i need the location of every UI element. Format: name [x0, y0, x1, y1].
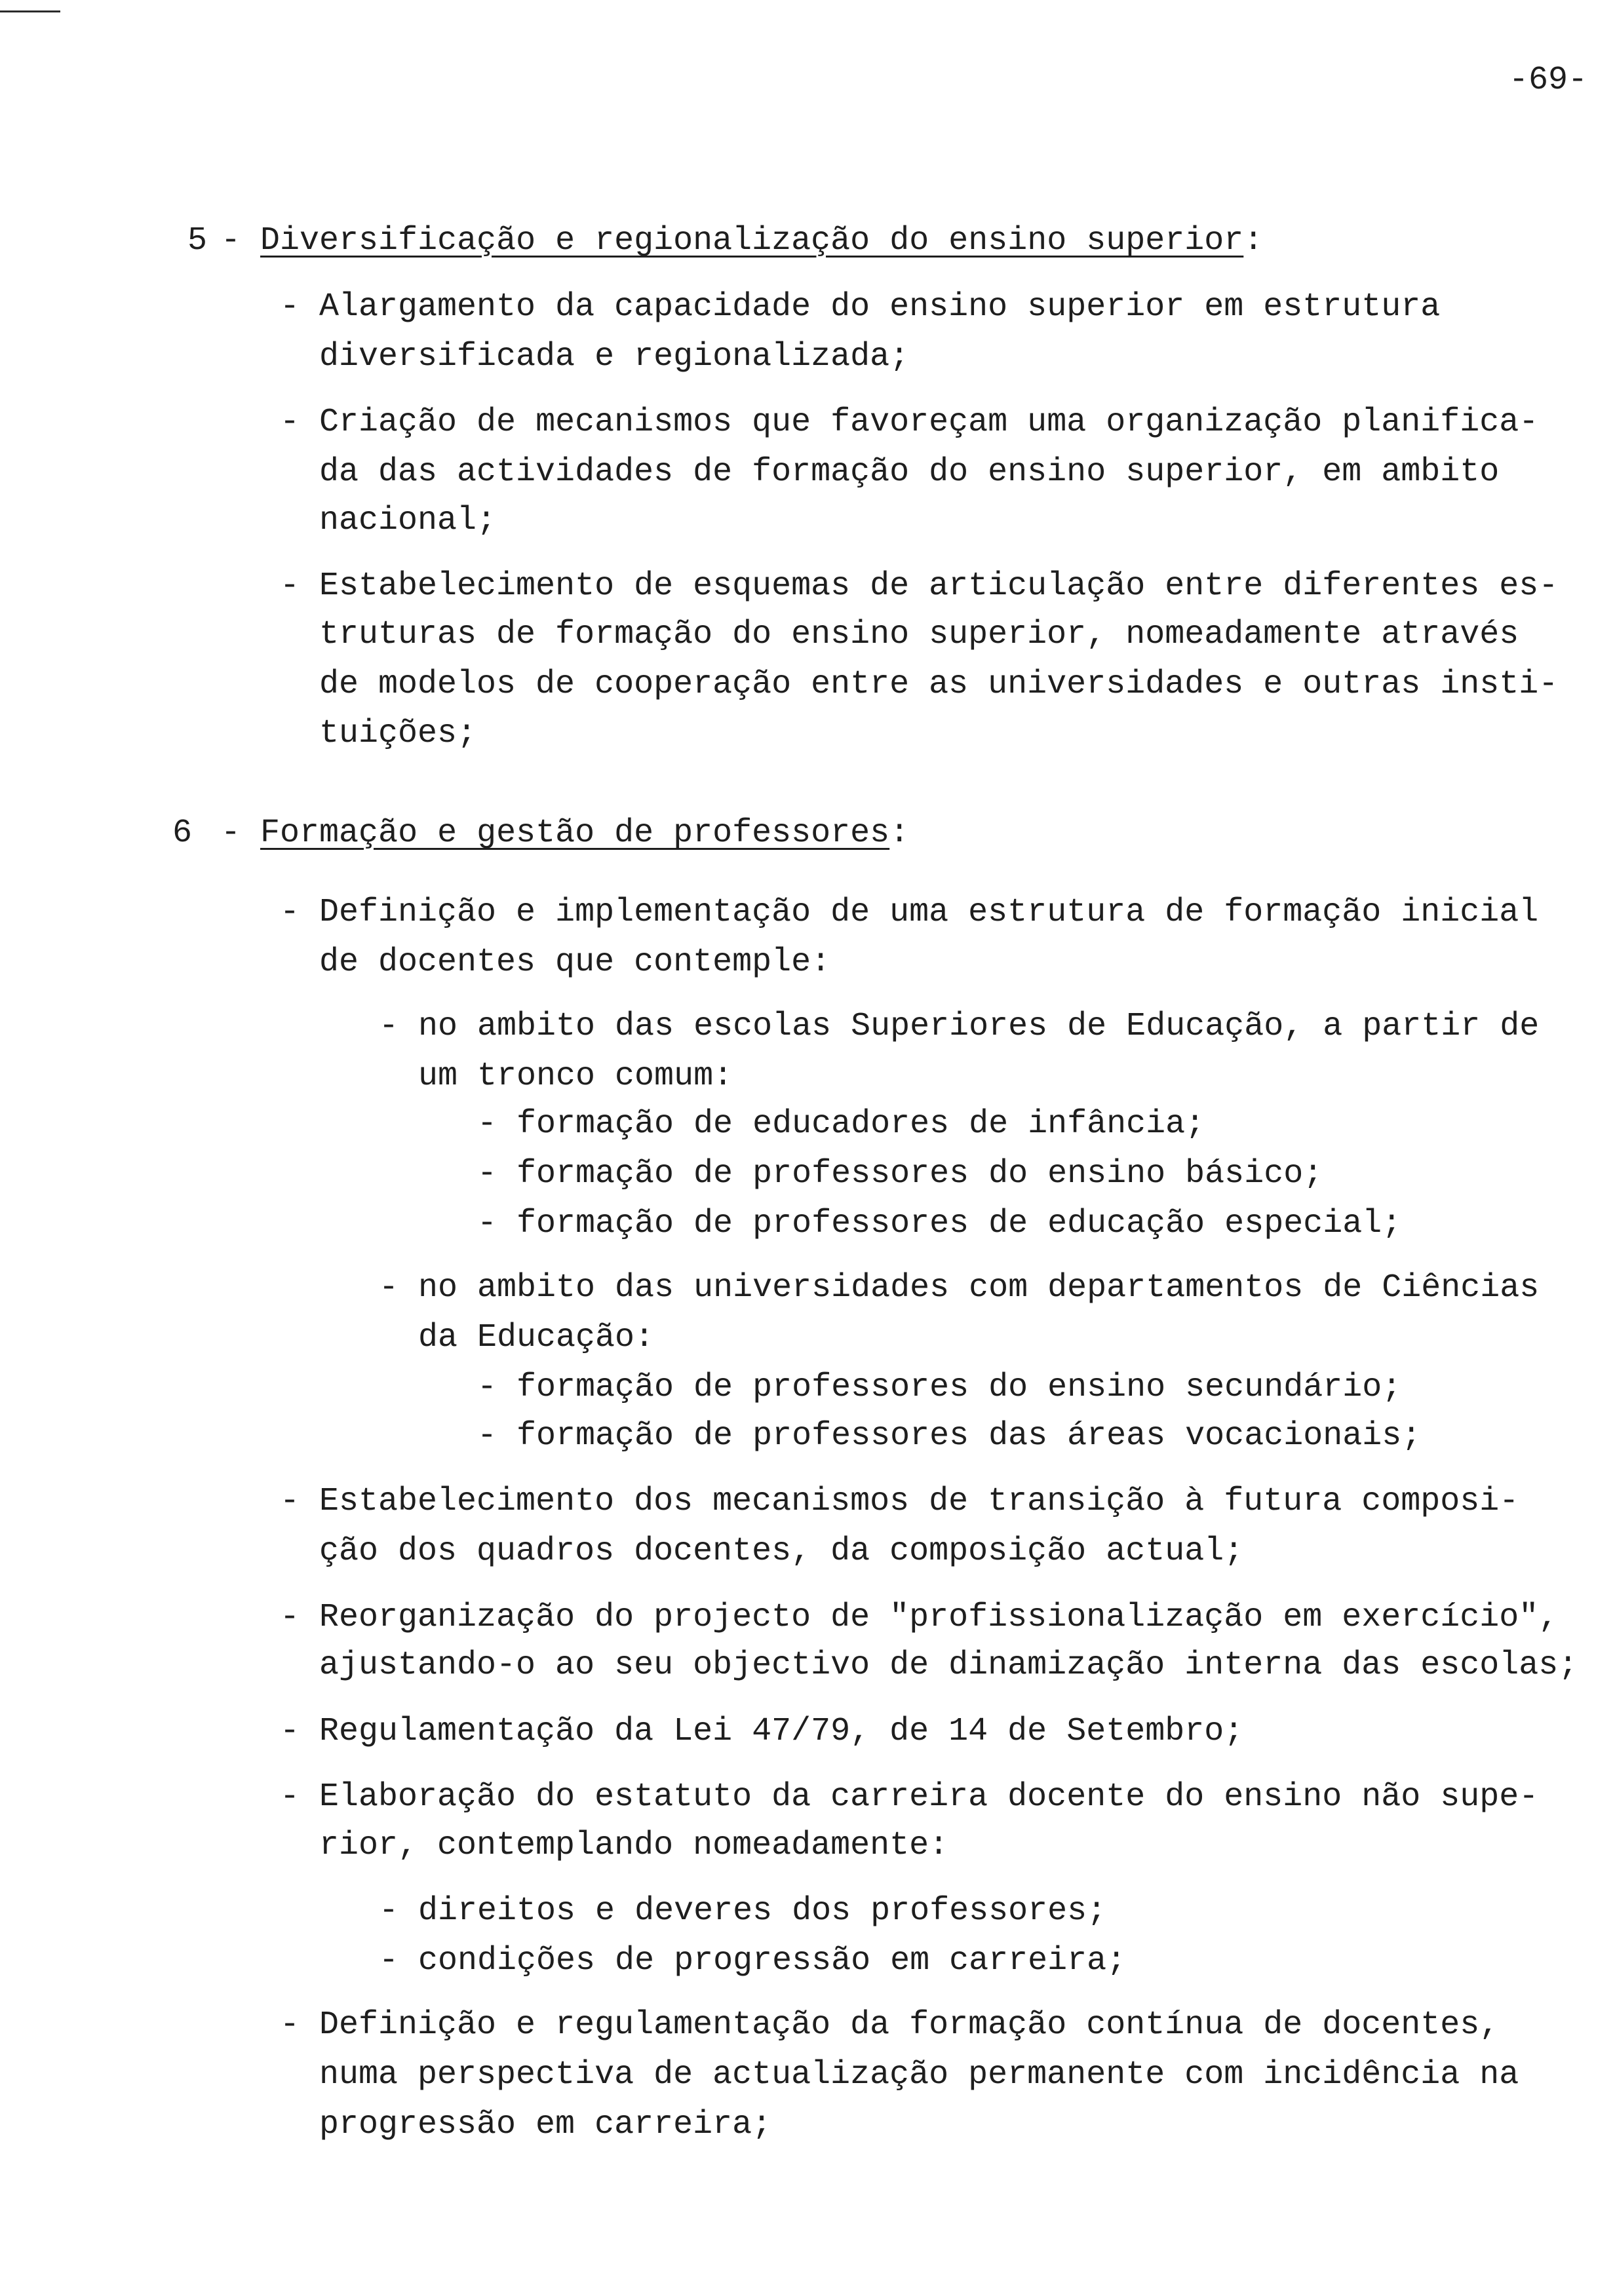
sub-list-item-line: - no ambito das escolas Superiores de Educação, a partir de — [379, 1008, 1540, 1045]
list-item-line: ção dos quadros docentes, da composição actual; — [319, 1533, 1244, 1570]
list-item-line: nacional; — [319, 502, 497, 539]
list-item-line: da das actividades de formação do ensino superior, em ambito — [319, 453, 1500, 491]
sub-sub-list-item: - formação de professores do ensino básico; — [477, 1155, 1323, 1193]
list-item-line: - Reorganização do projecto de "profissionalização em exercício", — [280, 1599, 1559, 1636]
list-item-line: tuições; — [319, 715, 477, 752]
list-item-line: - Estabelecimento dos mecanismos de transição à futura composi- — [280, 1483, 1519, 1520]
section-title: Diversificação e regionalização do ensino superior — [260, 222, 1244, 259]
list-item-line: de docentes que contemple: — [319, 944, 831, 981]
list-item-line: diversificada e regionalizada; — [319, 338, 910, 375]
sub-sub-list-item: - formação de professores do ensino secundário; — [477, 1369, 1402, 1406]
list-item-line: - Estabelecimento de esquemas de articulação entre diferentes es- — [280, 567, 1559, 605]
list-item-line: - Regulamentação da Lei 47/79, de 14 de Setembro; — [280, 1713, 1244, 1750]
section-heading — [0, 216, 1615, 266]
section-number: 5 — [187, 222, 208, 259]
section-title-suffix: : — [1243, 222, 1264, 259]
list-item-line: - Definição e regulamentação da formação contínua de docentes, — [280, 2006, 1500, 2044]
sub-sub-list-item: - formação de professores das áreas vocacionais; — [477, 1417, 1422, 1455]
list-item-line: progressão em carreira; — [319, 2106, 772, 2143]
section-number: 6 — [172, 814, 193, 852]
list-item-line: de modelos de cooperação entre as universidades e outras insti- — [319, 666, 1559, 703]
sub-sub-list-item: - formação de educadores de infância; — [477, 1105, 1205, 1143]
sub-list-item-line: - condições de progressão em carreira; — [379, 1942, 1127, 1980]
sub-list-item-line: um tronco comum: — [418, 1058, 733, 1095]
section-title-suffix: : — [889, 814, 910, 852]
section-heading-text — [221, 216, 1263, 266]
list-item-line: - Alargamento da capacidade do ensino superior em estrutura — [280, 288, 1441, 326]
scan-edge-line — [0, 10, 60, 12]
sub-list-item-line: - direitos e deveres dos professores; — [379, 1892, 1107, 1930]
list-item-line: ajustando-o ao seu objectivo de dinamização interna das escolas; — [319, 1647, 1578, 1684]
list-item-line: - Criação de mecanismos que favoreçam uma organização planifica- — [280, 404, 1539, 441]
list-item-line: rior, contemplando nomeadamente: — [319, 1827, 949, 1864]
sub-list-item-line: - no ambito das universidades com departamentos de Ciências — [379, 1269, 1540, 1307]
section-separator: - — [221, 222, 241, 259]
list-item-line: - Definição e implementação de uma estrutura de formação inicial — [280, 894, 1539, 931]
page-number: -69- — [1509, 62, 1588, 99]
list-item-line: - Elaboração do estatuto da carreira docente do ensino não supe- — [280, 1778, 1539, 1816]
list-item-line: numa perspectiva de actualização permanente com incidência na — [319, 2056, 1519, 2094]
sub-sub-list-item: - formação de professores de educação especial; — [477, 1205, 1402, 1242]
section-title: Formação e gestão de professores — [260, 814, 890, 852]
sub-list-item-line: da Educação: — [418, 1319, 655, 1356]
section-heading-text — [221, 809, 909, 858]
section-separator: - — [221, 814, 241, 852]
list-item-line: truturas de formação do ensino superior, nomeadamente através — [319, 616, 1519, 653]
section-heading — [0, 809, 1615, 858]
